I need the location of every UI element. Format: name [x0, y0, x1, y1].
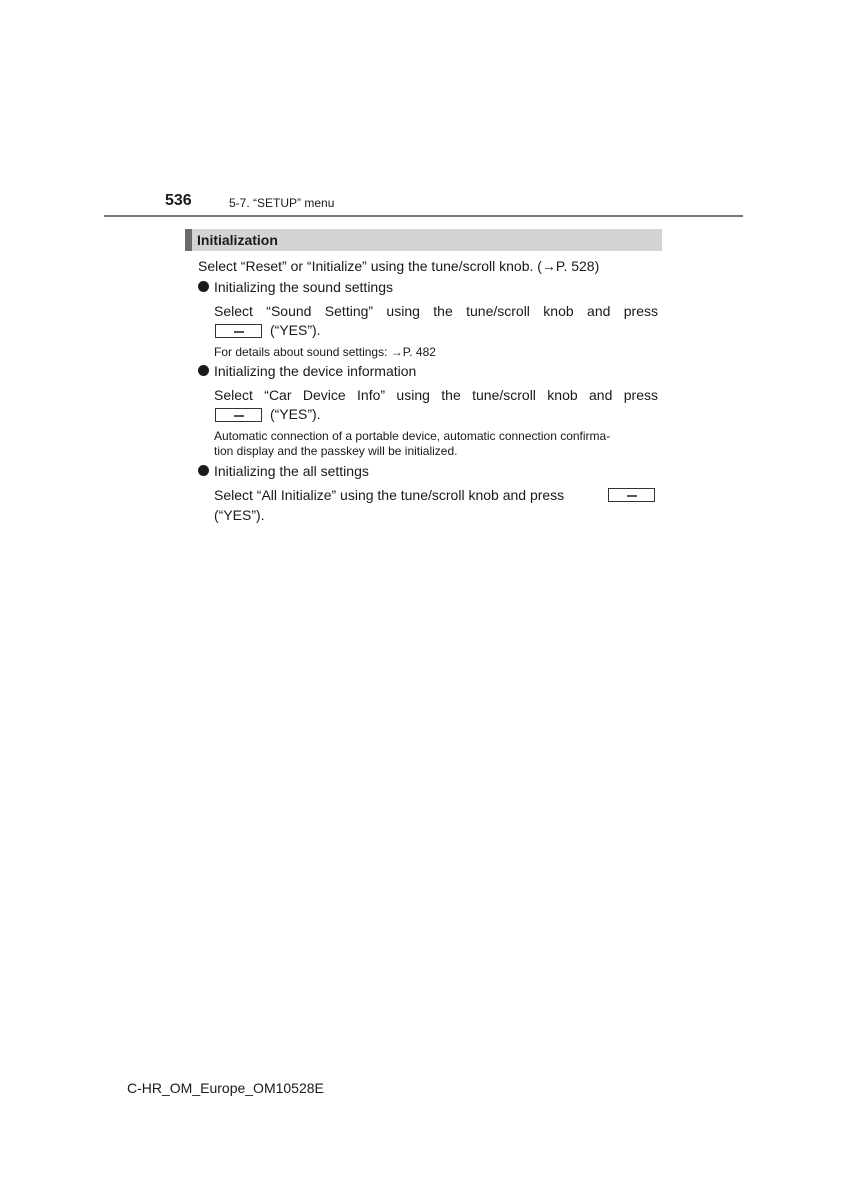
- screen-button-icon: [215, 408, 262, 422]
- item-note-device-line1: Automatic connection of a portable device, automatic connection confirma-: [214, 429, 611, 443]
- item-heading-device: Initializing the device information: [214, 363, 417, 379]
- screen-button-icon: [215, 324, 262, 338]
- item-text-device: Select “Car Device Info” using the tune/scroll knob and press: [214, 387, 658, 403]
- item-yes-device: (“YES”).: [270, 406, 321, 422]
- bullet-icon: [198, 365, 209, 376]
- item-text-sound: Select “Sound Setting” using the tune/scroll knob and press: [214, 303, 658, 319]
- header-divider: [104, 215, 743, 217]
- item-yes-sound: (“YES”).: [270, 322, 321, 338]
- item-heading-all: Initializing the all settings: [214, 463, 369, 479]
- intro-text: Select “Reset” or “Initialize” using the tune/scroll knob. (→P. 528): [198, 258, 600, 274]
- item-heading-sound: Initializing the sound settings: [214, 279, 393, 295]
- item-note-sound: For details about sound settings: →P. 482: [214, 345, 436, 359]
- header-section-title: 5-7. “SETUP” menu: [229, 196, 335, 210]
- bullet-icon: [198, 465, 209, 476]
- item-yes-all: (“YES”).: [214, 507, 265, 523]
- bullet-icon: [198, 281, 209, 292]
- document-code: C-HR_OM_Europe_OM10528E: [127, 1080, 324, 1096]
- screen-button-icon: [608, 488, 655, 502]
- item-note-device-line2: tion display and the passkey will be initialized.: [214, 444, 458, 458]
- section-title: Initialization: [197, 232, 278, 248]
- page-number: 536: [165, 192, 192, 209]
- item-text-all: Select “All Initialize” using the tune/scroll knob and press: [214, 487, 565, 503]
